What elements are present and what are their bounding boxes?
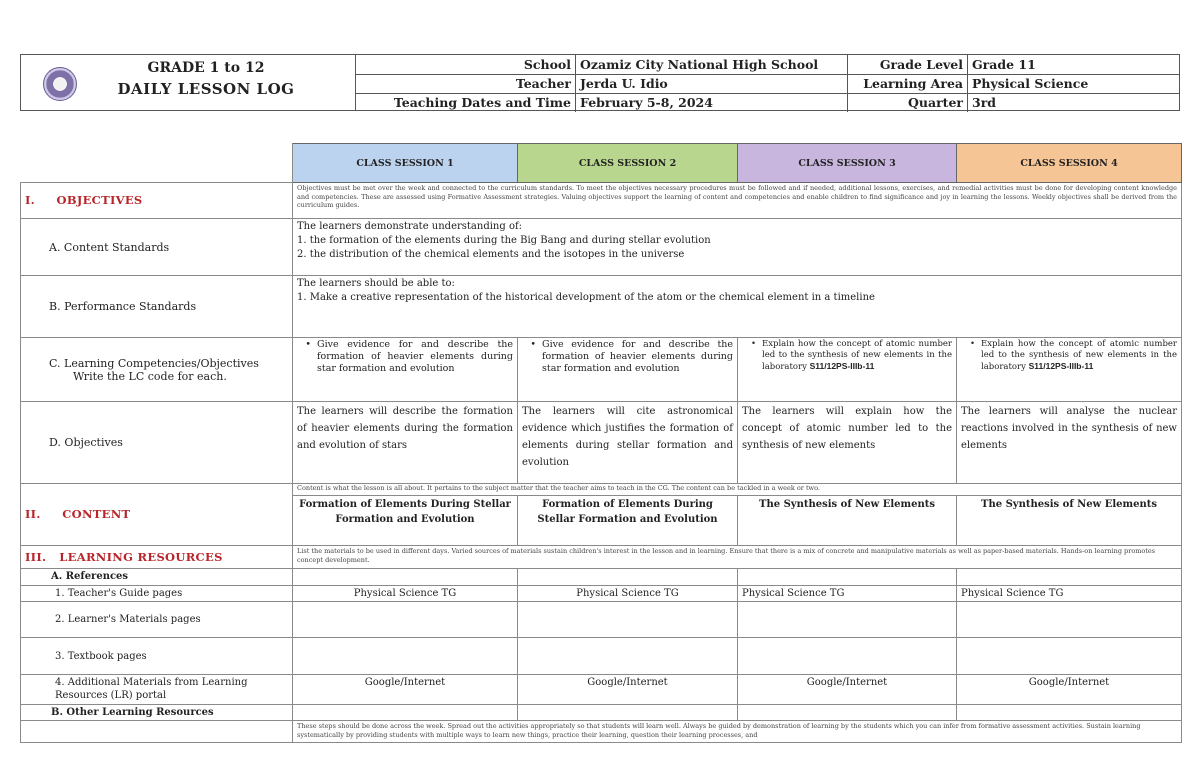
additional-session-4: Google/Internet (957, 675, 1182, 705)
resources-section-heading (21, 546, 293, 569)
school-label: School (356, 55, 576, 74)
other-session-2 (518, 705, 738, 721)
objective-session-1: The learners will describe the formation of heavier elements during the formation and evolution of stars (293, 402, 518, 484)
other-resources-row (21, 705, 1182, 721)
competency-session-2 (518, 338, 738, 402)
procedures-label-cell (21, 721, 293, 743)
content-standards-value (293, 219, 1182, 276)
resources-label: LEARNING RESOURCES (59, 549, 223, 564)
objectives-num: I. (25, 193, 35, 207)
session-4-label: CLASS SESSION 4 (1020, 157, 1118, 169)
content-standards-line-1: The learners demonstrate understanding of: (297, 221, 523, 232)
lesson-log-table (20, 143, 1182, 743)
competency-4-code: S11/12PS-IIIb-11 (1028, 361, 1094, 371)
topic-session-1: Formation of Elements During Stellar Formation and Evolution (293, 496, 518, 546)
textbook-row (21, 638, 1182, 675)
header-row-school (356, 55, 1179, 75)
performance-standards-line-1: The learners should be able to: (297, 278, 455, 289)
quarter-value: 3rd (972, 95, 997, 110)
additional-session-3: Google/Internet (738, 675, 957, 705)
textbook-session-3 (738, 638, 957, 675)
objective-session-4: The learners will analyse the nuclear reactions involved in the synthesis of new elements (957, 402, 1182, 484)
competency-2-text: Give evidence for and describe the formation of heavier elements during star formation and evolution (542, 339, 733, 374)
title-line-2: DAILY LESSON LOG (117, 80, 295, 98)
other-session-4 (957, 705, 1182, 721)
grade-level-value: Grade 11 (972, 57, 1036, 72)
content-label: CONTENT (62, 507, 131, 521)
topic-session-3: The Synthesis of New Elements (738, 496, 957, 546)
objective-session-3: The learners will explain how the concept of atomic number led to the synthesis of new elements (738, 402, 957, 484)
teacher-label: Teacher (356, 74, 576, 93)
tg-session-2: Physical Science TG (518, 586, 738, 602)
competencies-label-line-1: C. Learning Competencies/Objectives (49, 356, 259, 370)
teachers-guide-label: 1. Teacher's Guide pages (21, 586, 293, 602)
deped-seal-icon (43, 67, 77, 101)
topic-session-2: Formation of Elements During Stellar Formation and Evolution (518, 496, 738, 546)
objectives-row (21, 183, 1182, 219)
competencies-label-line-2: Write the LC code for each. (73, 369, 227, 383)
content-note-row (21, 484, 1182, 496)
lm-session-3 (738, 602, 957, 638)
blank-corner (21, 144, 293, 183)
quarter-label: Quarter (848, 93, 968, 112)
objectives-note: Objectives must be met over the week and connected to the curriculum standards. To meet the objectives necessary procedures must be followed and if needed, additional lessons, exercises, and remedial activities must be done for developing content knowledge and competencies. These are assessed using Formative Assessment strategies. Valuing objectives support the learning of content and competencies and enable children to find significance and joy in learning the lessons. Weekly objectives shall be derived from the curriculum guides. (293, 183, 1182, 219)
references-cell-4 (957, 569, 1182, 586)
competency-3-code: S11/12PS-IIIb-11 (809, 361, 875, 371)
session-2-label: CLASS SESSION 2 (578, 157, 677, 169)
header-row-teacher (356, 74, 1179, 94)
procedures-note: These steps should be done across the week. Spread out the activities appropriately so that students will learn well. Always be guided by demonstration of learning by the students which you can infer from formative assessment activities. Sustain learning systematically by providing students with multiple ways to learn new things, practice their learning, question their learning processes, and (293, 721, 1182, 743)
learners-materials-row (21, 602, 1182, 638)
bullet-icon: • (530, 339, 536, 350)
competency-session-4 (957, 338, 1182, 402)
session-4-header (957, 144, 1182, 183)
performance-standards-value (293, 276, 1182, 338)
competency-3-text: Explain how the concept of atomic number led to the synthesis of new elements in the laboratory (762, 339, 952, 372)
references-row (21, 569, 1182, 586)
lm-session-4 (957, 602, 1182, 638)
lm-session-2 (518, 602, 738, 638)
session-header-row (21, 144, 1182, 183)
other-resources-label: B. Other Learning Resources (21, 705, 293, 721)
bullet-icon: • (305, 339, 311, 350)
references-cell-3 (738, 569, 957, 586)
learners-materials-label: 2. Learner's Materials pages (21, 602, 293, 638)
other-session-1 (293, 705, 518, 721)
objective-session-2: The learners will cite astronomical evidence which justifies the formation of elements during stellar formation and evolution (518, 402, 738, 484)
lm-session-1 (293, 602, 518, 638)
performance-standards-label: B. Performance Standards (21, 276, 293, 338)
textbook-label: 3. Textbook pages (21, 638, 293, 675)
title-line-1: GRADE 1 to 12 (147, 60, 265, 76)
dates-label: Teaching Dates and Time (356, 93, 576, 112)
textbook-session-1 (293, 638, 518, 675)
tg-session-1: Physical Science TG (293, 586, 518, 602)
competencies-row (21, 338, 1182, 402)
additional-materials-row (21, 675, 1182, 705)
references-cell-2 (518, 569, 738, 586)
session-3-header (738, 144, 957, 183)
content-num: II. (25, 507, 41, 521)
other-session-3 (738, 705, 957, 721)
textbook-session-2 (518, 638, 738, 675)
procedures-row (21, 721, 1182, 743)
bullet-icon: • (750, 339, 756, 349)
objectives-section-heading (21, 183, 293, 219)
header-table (20, 54, 1180, 111)
header-title-block (21, 55, 356, 110)
objectives-d-label: D. Objectives (21, 402, 293, 484)
grade-level-label: Grade Level (848, 55, 968, 74)
content-standards-label: A. Content Standards (21, 219, 293, 276)
content-standards-line-2: 1. the formation of the elements during the Big Bang and during stellar evolution (297, 235, 711, 246)
teacher-value: Jerda U. Idio (576, 74, 848, 93)
content-note: Content is what the lesson is all about. It pertains to the subject matter that the teacher aims to teach in the CG. The content can be tackled in a week or two. (293, 484, 1182, 496)
session-1-header (293, 144, 518, 183)
resources-row (21, 546, 1182, 569)
textbook-session-4 (957, 638, 1182, 675)
additional-session-1: Google/Internet (293, 675, 518, 705)
additional-materials-label: 4. Additional Materials from Learning Resources (LR) portal (21, 675, 293, 705)
bullet-icon: • (969, 339, 975, 349)
session-1-label: CLASS SESSION 1 (356, 157, 454, 169)
school-value: Ozamiz City National High School (576, 55, 848, 74)
references-cell-1 (293, 569, 518, 586)
resources-num: III. (25, 549, 47, 564)
topic-session-4: The Synthesis of New Elements (957, 496, 1182, 546)
competency-session-1 (293, 338, 518, 402)
competency-1-text: Give evidence for and describe the formation of heavier elements during star formation and evolution (317, 339, 513, 374)
session-2-header (518, 144, 738, 183)
content-standards-line-3: 2. the distribution of the chemical elements and the isotopes in the universe (297, 249, 685, 260)
additional-session-2: Google/Internet (518, 675, 738, 705)
content-standards-row (21, 219, 1182, 276)
competencies-label (21, 338, 293, 402)
competency-session-3 (738, 338, 957, 402)
header-row-dates (356, 93, 1179, 112)
performance-standards-row (21, 276, 1182, 338)
objectives-d-row (21, 402, 1182, 484)
dates-value: February 5-8, 2024 (576, 93, 848, 112)
performance-standards-line-2: 1. Make a creative representation of the historical development of the atom or the chemical element in a timeline (297, 292, 875, 303)
learning-area-value: Physical Science (972, 76, 1089, 91)
objectives-label: OBJECTIVES (56, 193, 143, 207)
learning-area-label: Learning Area (848, 74, 968, 93)
competency-4-text: Explain how the concept of atomic number led to the synthesis of new elements in the laboratory (981, 339, 1177, 372)
content-section-heading (21, 484, 293, 546)
tg-session-3: Physical Science TG (738, 586, 957, 602)
session-3-label: CLASS SESSION 3 (798, 157, 896, 169)
references-label: A. References (21, 569, 293, 586)
resources-note: List the materials to be used in different days. Varied sources of materials sustain children's interest in the lesson and in learning. Ensure that there is a mix of concrete and manipulative materials as well as paper-based materials. Hands-on learning promotes concept development. (293, 546, 1182, 569)
teachers-guide-row (21, 586, 1182, 602)
tg-session-4: Physical Science TG (957, 586, 1182, 602)
